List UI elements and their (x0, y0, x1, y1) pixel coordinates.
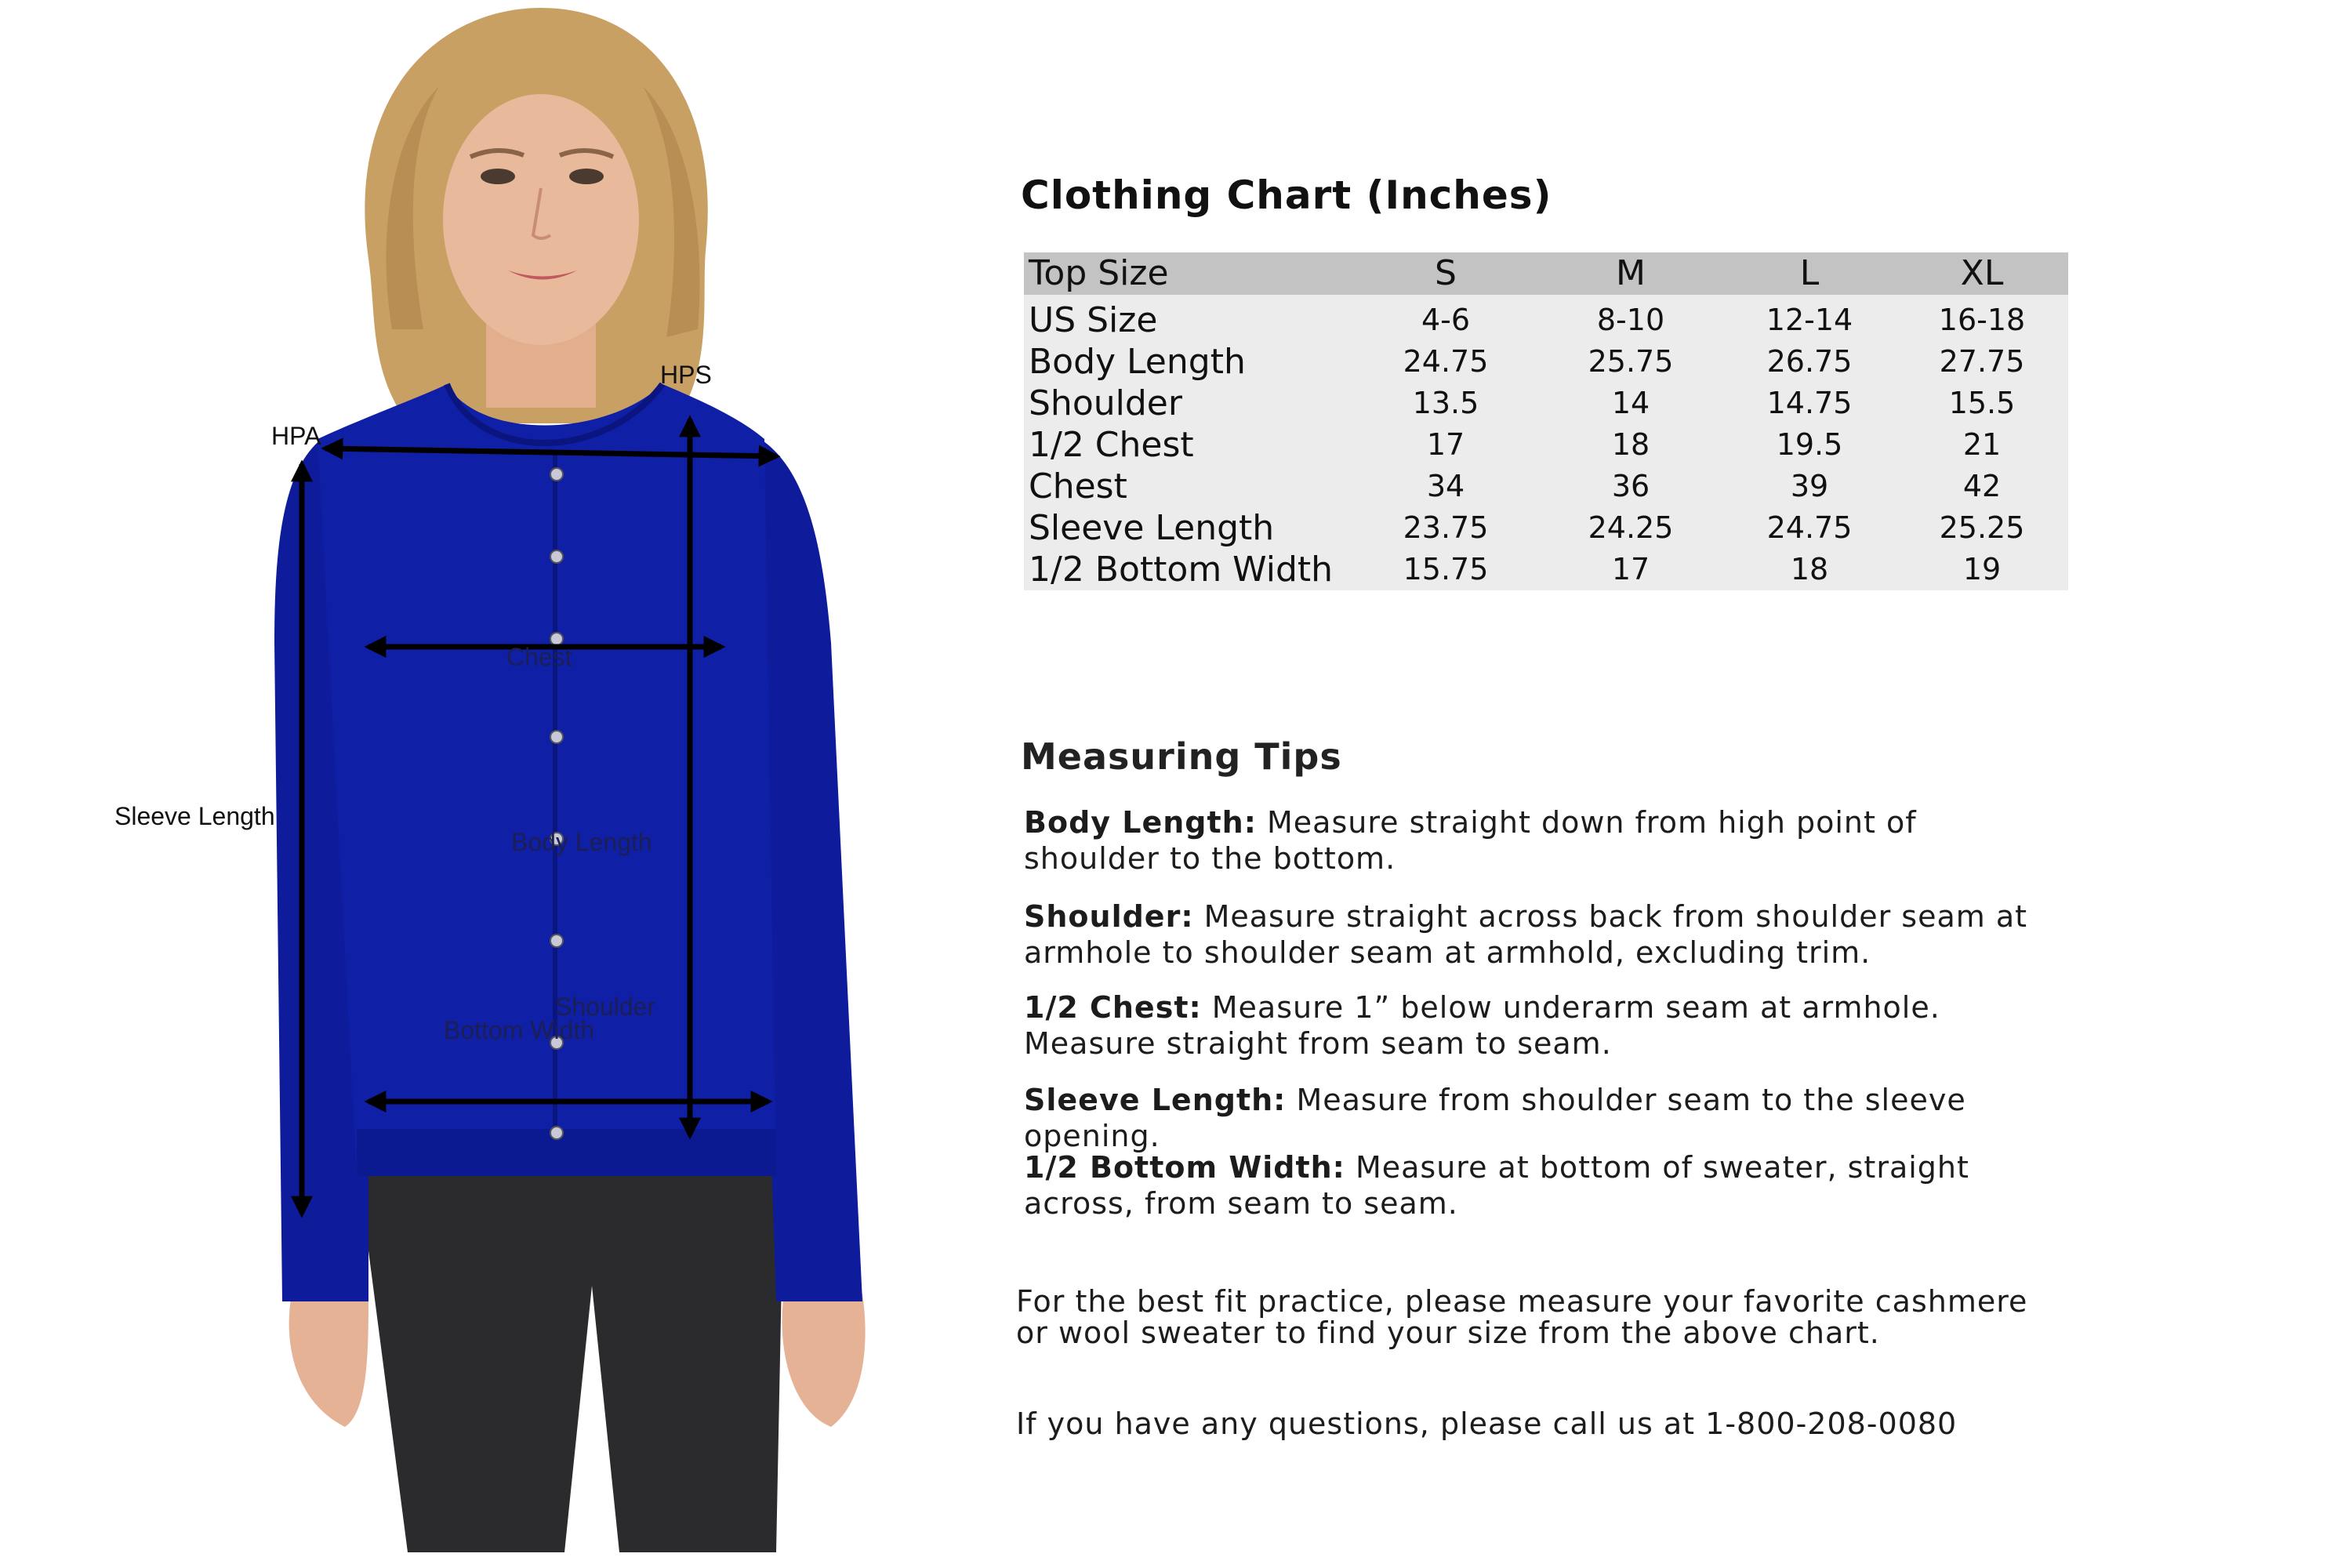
table-cell: 24.75 (1766, 510, 1853, 545)
header-size-l: L (1799, 253, 1820, 293)
hps-label: HPS (660, 361, 712, 389)
header-size-m: M (1616, 253, 1646, 293)
table-row (1024, 341, 2068, 383)
tip-half-bottom-width (1024, 1149, 2035, 1221)
table-cell: 19 (1962, 552, 2002, 586)
table-row (1024, 466, 2068, 507)
table-row (1024, 383, 2068, 424)
table-cell: 12-14 (1766, 303, 1853, 337)
tip-half-chest (1024, 989, 2035, 1062)
bottom-width-label: Bottom Width (444, 1016, 595, 1044)
sleeve-length-label: Sleeve Length (114, 802, 275, 830)
model-illustration (0, 0, 988, 1568)
row-label: 1/2 Chest (1029, 425, 1194, 465)
table-row (1024, 507, 2068, 549)
table-cell: 27.75 (1939, 344, 2025, 379)
row-label: Chest (1029, 466, 1127, 506)
tip-text: Measure straight down from high point of shoulder to the bottom. (1024, 805, 1917, 876)
tips-title: Measuring Tips (1021, 735, 1342, 778)
table-row (1024, 424, 2068, 466)
tip-body-length (1024, 804, 2035, 877)
table-cell: 26.75 (1766, 344, 1853, 379)
tip-term: Shoulder: (1024, 899, 1194, 934)
table-cell: 24.25 (1588, 510, 1674, 545)
table-cell: 34 (1426, 469, 1465, 503)
table-header-row (1024, 252, 2068, 295)
tip-text: Measure at bottom of sweater, straight across, from seam to seam. (1024, 1150, 1969, 1221)
table-cell: 17 (1426, 427, 1465, 462)
pants-shape (357, 1160, 784, 1552)
table-row (1024, 549, 2068, 590)
tip-sleeve-length (1024, 1082, 2035, 1154)
model-figure (0, 0, 988, 1568)
table-cell: 15.75 (1403, 552, 1489, 586)
table-cell: 42 (1962, 469, 2002, 503)
tip-text: Measure straight across back from shoulder seam at armhole to shoulder seam at armhold, excluding trim. (1024, 899, 2028, 970)
fit-note: For the best fit practice, please measure your favorite cashmere or wool sweater to find your size from the above chart. (1016, 1284, 2028, 1350)
table-cell: 4-6 (1421, 303, 1471, 337)
sweater-shape (318, 384, 776, 1176)
table-cell: 14 (1611, 386, 1650, 420)
hpa-label: HPA (271, 422, 321, 450)
row-label: US Size (1029, 300, 1158, 340)
table-cell: 24.75 (1403, 344, 1489, 379)
table-cell: 17 (1611, 552, 1650, 586)
table-cell: 13.5 (1412, 386, 1479, 420)
chest-label: Chest (506, 643, 572, 671)
table-cell: 18 (1611, 427, 1650, 462)
shoulder-label: Shoulder (555, 993, 656, 1021)
table-cell: 25.75 (1588, 344, 1674, 379)
row-label: Sleeve Length (1029, 508, 1275, 548)
row-label: 1/2 Bottom Width (1029, 550, 1334, 590)
tip-term: 1/2 Bottom Width: (1024, 1150, 1345, 1185)
body-length-label: Body Length (511, 828, 652, 856)
header-size-s: S (1435, 253, 1457, 293)
header-size-xl: XL (1960, 253, 2004, 293)
contact-note: If you have any questions, please call us at 1-800-208-0080 (1016, 1406, 1958, 1441)
row-label: Shoulder (1029, 383, 1182, 423)
table-cell: 14.75 (1766, 386, 1853, 420)
table-cell: 25.25 (1939, 510, 2025, 545)
table-cell: 23.75 (1403, 510, 1489, 545)
face-shape (443, 94, 639, 345)
table-cell: 39 (1790, 469, 1829, 503)
size-chart-table (1024, 252, 2068, 590)
table-cell: 15.5 (1948, 386, 2016, 420)
tip-term: Body Length: (1024, 805, 1257, 840)
table-cell: 8-10 (1596, 303, 1665, 337)
tip-shoulder (1024, 898, 2035, 971)
tip-text: Measure 1” below underarm seam at armhole. Measure straight from seam to seam. (1024, 990, 1940, 1061)
table-cell: 18 (1790, 552, 1829, 586)
table-row (1024, 295, 2068, 341)
tip-text: Measure from shoulder seam to the sleeve opening. (1024, 1083, 1966, 1153)
chart-title: Clothing Chart (Inches) (1021, 172, 1552, 218)
table-cell: 21 (1962, 427, 2002, 462)
tip-term: Sleeve Length: (1024, 1083, 1287, 1117)
table-cell: 19.5 (1776, 427, 1843, 462)
tip-term: 1/2 Chest: (1024, 990, 1202, 1025)
row-label: Body Length (1029, 342, 1246, 382)
table-cell: 36 (1611, 469, 1650, 503)
table-cell: 16-18 (1938, 303, 2026, 337)
header-label: Top Size (1029, 253, 1169, 293)
